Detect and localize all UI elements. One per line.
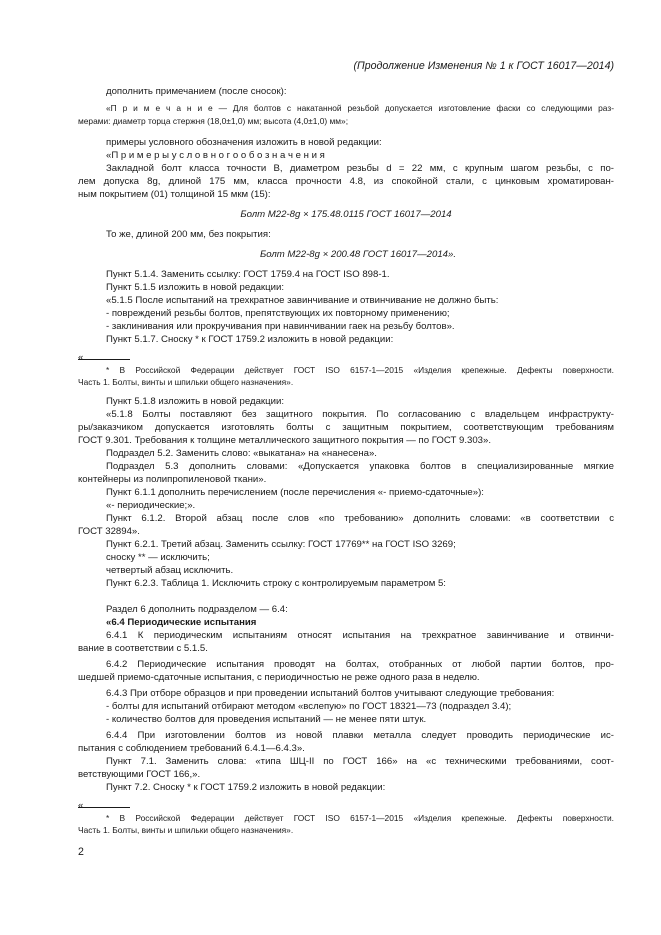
designation-example: Болт М22-8g × 175.48.0115 ГОСТ 16017—2014 <box>240 209 452 220</box>
text-line: ГОСТ 9.301. Требования к толщине металлического защитного покрытия — по ГОСТ 9.303». <box>78 435 492 446</box>
text-line: Пункт 5.1.4. Заменить ссылку: ГОСТ 1759.4 на ГОСТ ISO 898-1. <box>106 269 390 280</box>
text-line: Пункт 6.2.3. Таблица 1. Исключить строку с контролируемым параметром 5: <box>106 578 446 589</box>
text-line: 6.4.4 При изготовлении болтов из новой плавки металла следует проводить периодические ис- <box>106 730 614 741</box>
text-line: «- периодические;». <box>106 500 196 511</box>
note-line: «П р и м е ч а н и е — Для болтов с накатанной резьбой допускается изготовление фаски со следующими раз- <box>106 103 614 113</box>
text-line: Пункт 6.1.1 дополнить перечислением (после перечисления «- приемо-сдаточные»): <box>106 487 484 498</box>
footnote-line: * В Российской Федерации действует ГОСТ ISO 6157-1—2015 «Изделия крепежные. Дефекты поверхности. <box>106 813 614 823</box>
text-line: ным покрытием (01) толщиной 15 мкм (15): <box>78 189 271 200</box>
text-line: Пункт 5.1.5 изложить в новой редакции: <box>106 282 284 293</box>
text-line: ГОСТ 32894». <box>78 526 140 537</box>
page-header: (Продолжение Изменения № 1 к ГОСТ 16017—2014) <box>353 60 614 72</box>
footnote-quote-mark: « <box>78 800 84 811</box>
footnote-rule <box>78 807 130 808</box>
text-line: лем допуска 8g, длиной 175 мм, класса прочности 4.8, из спокойной стали, с цинковым хроматирован- <box>78 176 614 187</box>
text-line: 6.4.2 Периодические испытания проводят на болтах, отобранных от любой партии болтов, про- <box>106 659 614 670</box>
designation-example: Болт М22-8g × 200.48 ГОСТ 16017—2014». <box>259 249 457 260</box>
text-line: четвертый абзац исключить. <box>106 565 234 576</box>
text-line: То же, длиной 200 мм, без покрытия: <box>106 229 271 240</box>
page-number: 2 <box>78 846 84 858</box>
text-line: вание в соответствии с 5.1.5. <box>78 643 208 654</box>
text-line: - болты для испытаний отбирают методом «вслепую» по ГОСТ 18321—73 (подраздел 3.4); <box>106 701 512 712</box>
text-line: контейнеры из полипропиленовой ткани». <box>78 474 267 485</box>
text-line: примеры условного обозначения изложить в новой редакции: <box>106 137 382 148</box>
text-line: 6.4.1 К периодическим испытаниям относят испытания на трехкратное завинчивание и отвинчи- <box>106 630 614 641</box>
footnote-rule <box>78 359 130 360</box>
text-line: Пункт 6.2.1. Третий абзац. Заменить ссылку: ГОСТ 17769** на ГОСТ ISO 3269; <box>106 539 456 550</box>
text-line: Закладной болт класса точности В, диаметром резьбы d = 22 мм, с крупным шагом резьбы, с по- <box>106 163 614 174</box>
text-line: ры/заказчиком допускается изготовлять болты с защитным покрытием, соответствующим требованиям <box>78 422 614 433</box>
footnote-line: * В Российской Федерации действует ГОСТ ISO 6157-1—2015 «Изделия крепежные. Дефекты поверхности. <box>106 365 614 375</box>
text-line: 6.4.3 При отборе образцов и при проведении испытаний болтов учитывают следующие требования: <box>106 688 555 699</box>
text-line: - повреждений резьбы болтов, препятствующих их повторному применению; <box>106 308 450 319</box>
text-line: Подраздел 5.2. Заменить слово: «выкатана» на «нанесена». <box>106 448 377 459</box>
text-line: - количество болтов для проведения испытаний — не менее пяти штук. <box>106 714 427 725</box>
text-line: Пункт 7.2. Сноску * к ГОСТ 1759.2 изложить в новой редакции: <box>106 782 386 793</box>
text-line: Подраздел 5.3 дополнить словами: «Допускается упаковка болтов в специализированные мягкие <box>106 461 614 472</box>
footnote-quote-mark: « <box>78 352 84 363</box>
text-line: - заклинивания или прокручивания при навинчивании гаек на резьбу болтов». <box>106 321 455 332</box>
text-line: ветствующими ГОСТ 166,». <box>78 769 201 780</box>
text-line: «5.1.5 После испытаний на трехкратное завинчивание и отвинчивание не должно быть: <box>106 295 499 306</box>
text-line: Пункт 6.1.2. Второй абзац после слов «по требованию» дополнить словами: «в соответствии с <box>106 513 614 524</box>
note-line: мерами: диаметр торца стержня (18,0±1,0) мм; высота (4,0±1,0) мм»; <box>78 116 349 126</box>
section-heading: «6.4 Периодические испытания <box>106 617 257 628</box>
text-line: пытания с соблюдением требований 6.4.1—6.4.3». <box>78 743 305 754</box>
example-heading: «П р и м е р ы у с л о в н о г о о б о з н а ч е н и я <box>106 150 325 161</box>
text-line: Пункт 5.1.7. Сноску * к ГОСТ 1759.2 изложить в новой редакции: <box>106 334 394 345</box>
text-line: сноску ** — исключить; <box>106 552 210 563</box>
text-line: Пункт 7.1. Заменить слова: «типа ШЦ-II по ГОСТ 166» на «с техническими требованиями, соот- <box>106 756 614 767</box>
text-line: дополнить примечанием (после сносок): <box>106 86 287 97</box>
text-line: Пункт 5.1.8 изложить в новой редакции: <box>106 396 284 407</box>
text-line: Раздел 6 дополнить подразделом — 6.4: <box>106 604 288 615</box>
text-line: шедшей приемо-сдаточные испытания, с периодичностью не реже одного раза в неделю. <box>78 672 480 683</box>
text-line: «5.1.8 Болты поставляют без защитного покрытия. По согласованию с владельцем инфраструкту- <box>106 409 614 420</box>
footnote-line: Часть 1. Болты, винты и шпильки общего назначения». <box>78 825 294 835</box>
footnote-line: Часть 1. Болты, винты и шпильки общего назначения». <box>78 377 294 387</box>
